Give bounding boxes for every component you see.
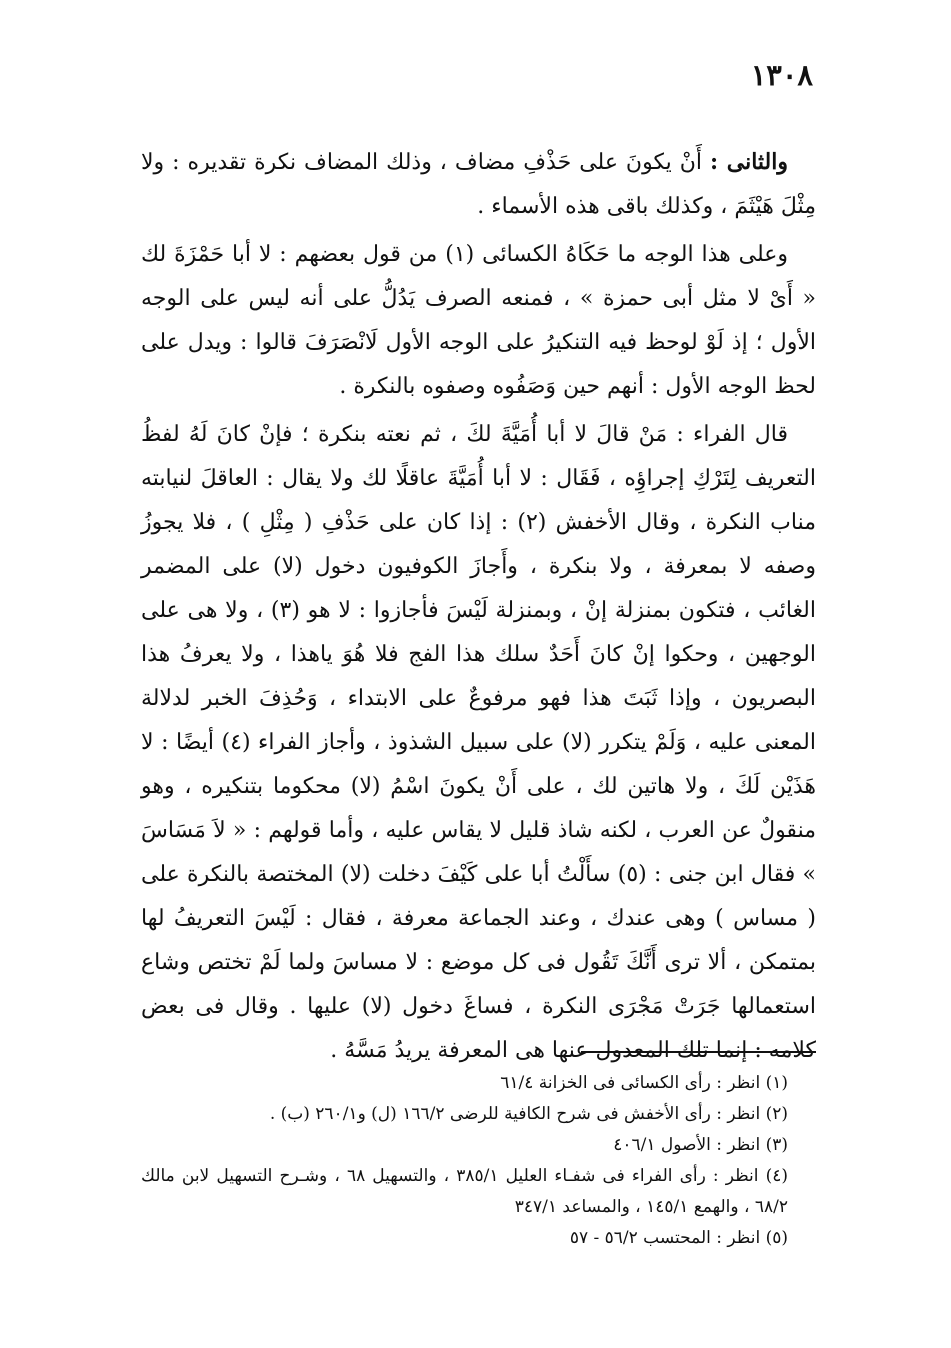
paragraph-text: قال الفراء : مَنْ قالَ لا أبا أُمَيَّةَ لكَ ، ثم نعته بنكرة ؛ فإنْ كانَ لَهُ لفظُ التعريف لِتَرْكِ إجراؤِه ، فَقَال : لا أبا أُمَيَّةَ عاقلًا لك ولا يقال : العاقلَ لنيابته مناب النكرة ، وقال الأخفش (٢) : إذا كان على حَذْفِ ( مِثْلِ ) ، فلا يجوزُ وصفه لا بمعرفة ، ولا بنكرة ، وأَجازَ الكوفيون دخول (لا) على المضمر الغائب ، فتكون بمنزلة إنْ ، وبمنزلة لَيْسَ فأجازوا : لا هو (٣) ، ولا هى على الوجهين ، وحكوا إنْ كانَ أَحَدٌ سلك هذا الفج فلا هُوَ ياهذا ، ولا يعرفُ هذا البصريون ، وإذا ثَبَتَ هذا فهو مرفوعٌ على الابتداء ، وَحُذِفَ الخبر لدلالة المعنى عليه ، وَلَمْ يتكرر (لا) على سبيل الشذوذ ، وأجاز الفراء (٤) أيضًا : لا هَذَيْن لَكَ ، ولا هاتين لك ، على أَنْ يكونَ اسْمُ (لا) محكوما بتنكيره ، وهو منقولٌ عن العرب ، لكنه شاذ قليل لا يقاس عليه ، وأما قولهم : « لاَ مَسَاسَ » فقال ابن جنى : (٥) سأَلْتُ أبا على كَيْفَ دخلت (لا) المختصة بالنكرة على ( مساس ) وهى عندك ، وعند الجماعة معرفة ، فقال : لَيْسَ التعريفُ لها بمتمكن ، ألا ترى أَنَّكَ تَقُول فى كل موضع : لا مساسَ ولما لَمْ تختص وشاع استعمالها جَرَتْ مَجْرَى النكرة ، فساغَ دخول (لا) عليها . وقال فى بعض كلامه : إنما تلك المعدول عنها هى المعرفة يريدُ مَسَّهُ . (141, 422, 817, 1063)
main-text (141, 140, 816, 1073)
footnote-1: (١) انظر : رأى الكسائى فى الخزانة ٦١/٤ (500, 1073, 788, 1093)
paragraph-2 (141, 233, 816, 409)
footnote-2: (٢) انظر : رأى الأخفش فى شرح الكافية للرضى ١٦٦/٢ (ل) و٢٦٠/١ (ب) . (269, 1104, 788, 1124)
paragraph-text: أَنْ يكونَ على حَذْفِ مضاف ، وذلك المضاف نكرة تقديره : ولا مِثْلَ هَيْثَمَ ، وكذلك باقى هذه الأسماء . (141, 150, 816, 219)
paragraph-lead-word: والثانى : (709, 149, 788, 175)
page-number: ١٣٠٨ (750, 58, 813, 92)
footnote-5: (٥) انظر : المحتسب ٥٦/٢ - ٥٧ (569, 1228, 788, 1248)
paragraph-text: وعلى هذا الوجه ما حَكَاهُ الكسائى (١) من قول بعضهم : لا أبا حَمْزَةَ لك « أَىْ لا مثل أبى حمزة » ، فمنعه الصرف يَدُلُّ على أنه ليس على الوجه الأول ؛ إذ لَوْ لوحظ فيه التنكيرُ على الوجه الأول لَانْصَرَفَ قالوا : ويدل على لحظ الوجه الأول : أنهم حين وَصَفُوه وصفوه بالنكرة . (141, 242, 816, 399)
footnote-4: (٤) انظر : رأى الفراء فى شفـاء العليل ٣٨٥/١ ، والتسهيل ٦٨ ، وشـرح التسهيل لابن مالك ٦٨/٢ ، والهمع ١٤٥/١ ، والمساعد ٣٤٧/١ (141, 1166, 788, 1217)
footnotes-list (141, 1068, 816, 1254)
footnote-separator (581, 1051, 816, 1053)
paragraph-1 (141, 140, 816, 229)
footnote-3: (٣) انظر : الأصول ٤٠٦/١ (613, 1135, 788, 1155)
paragraph-3 (141, 413, 816, 1073)
